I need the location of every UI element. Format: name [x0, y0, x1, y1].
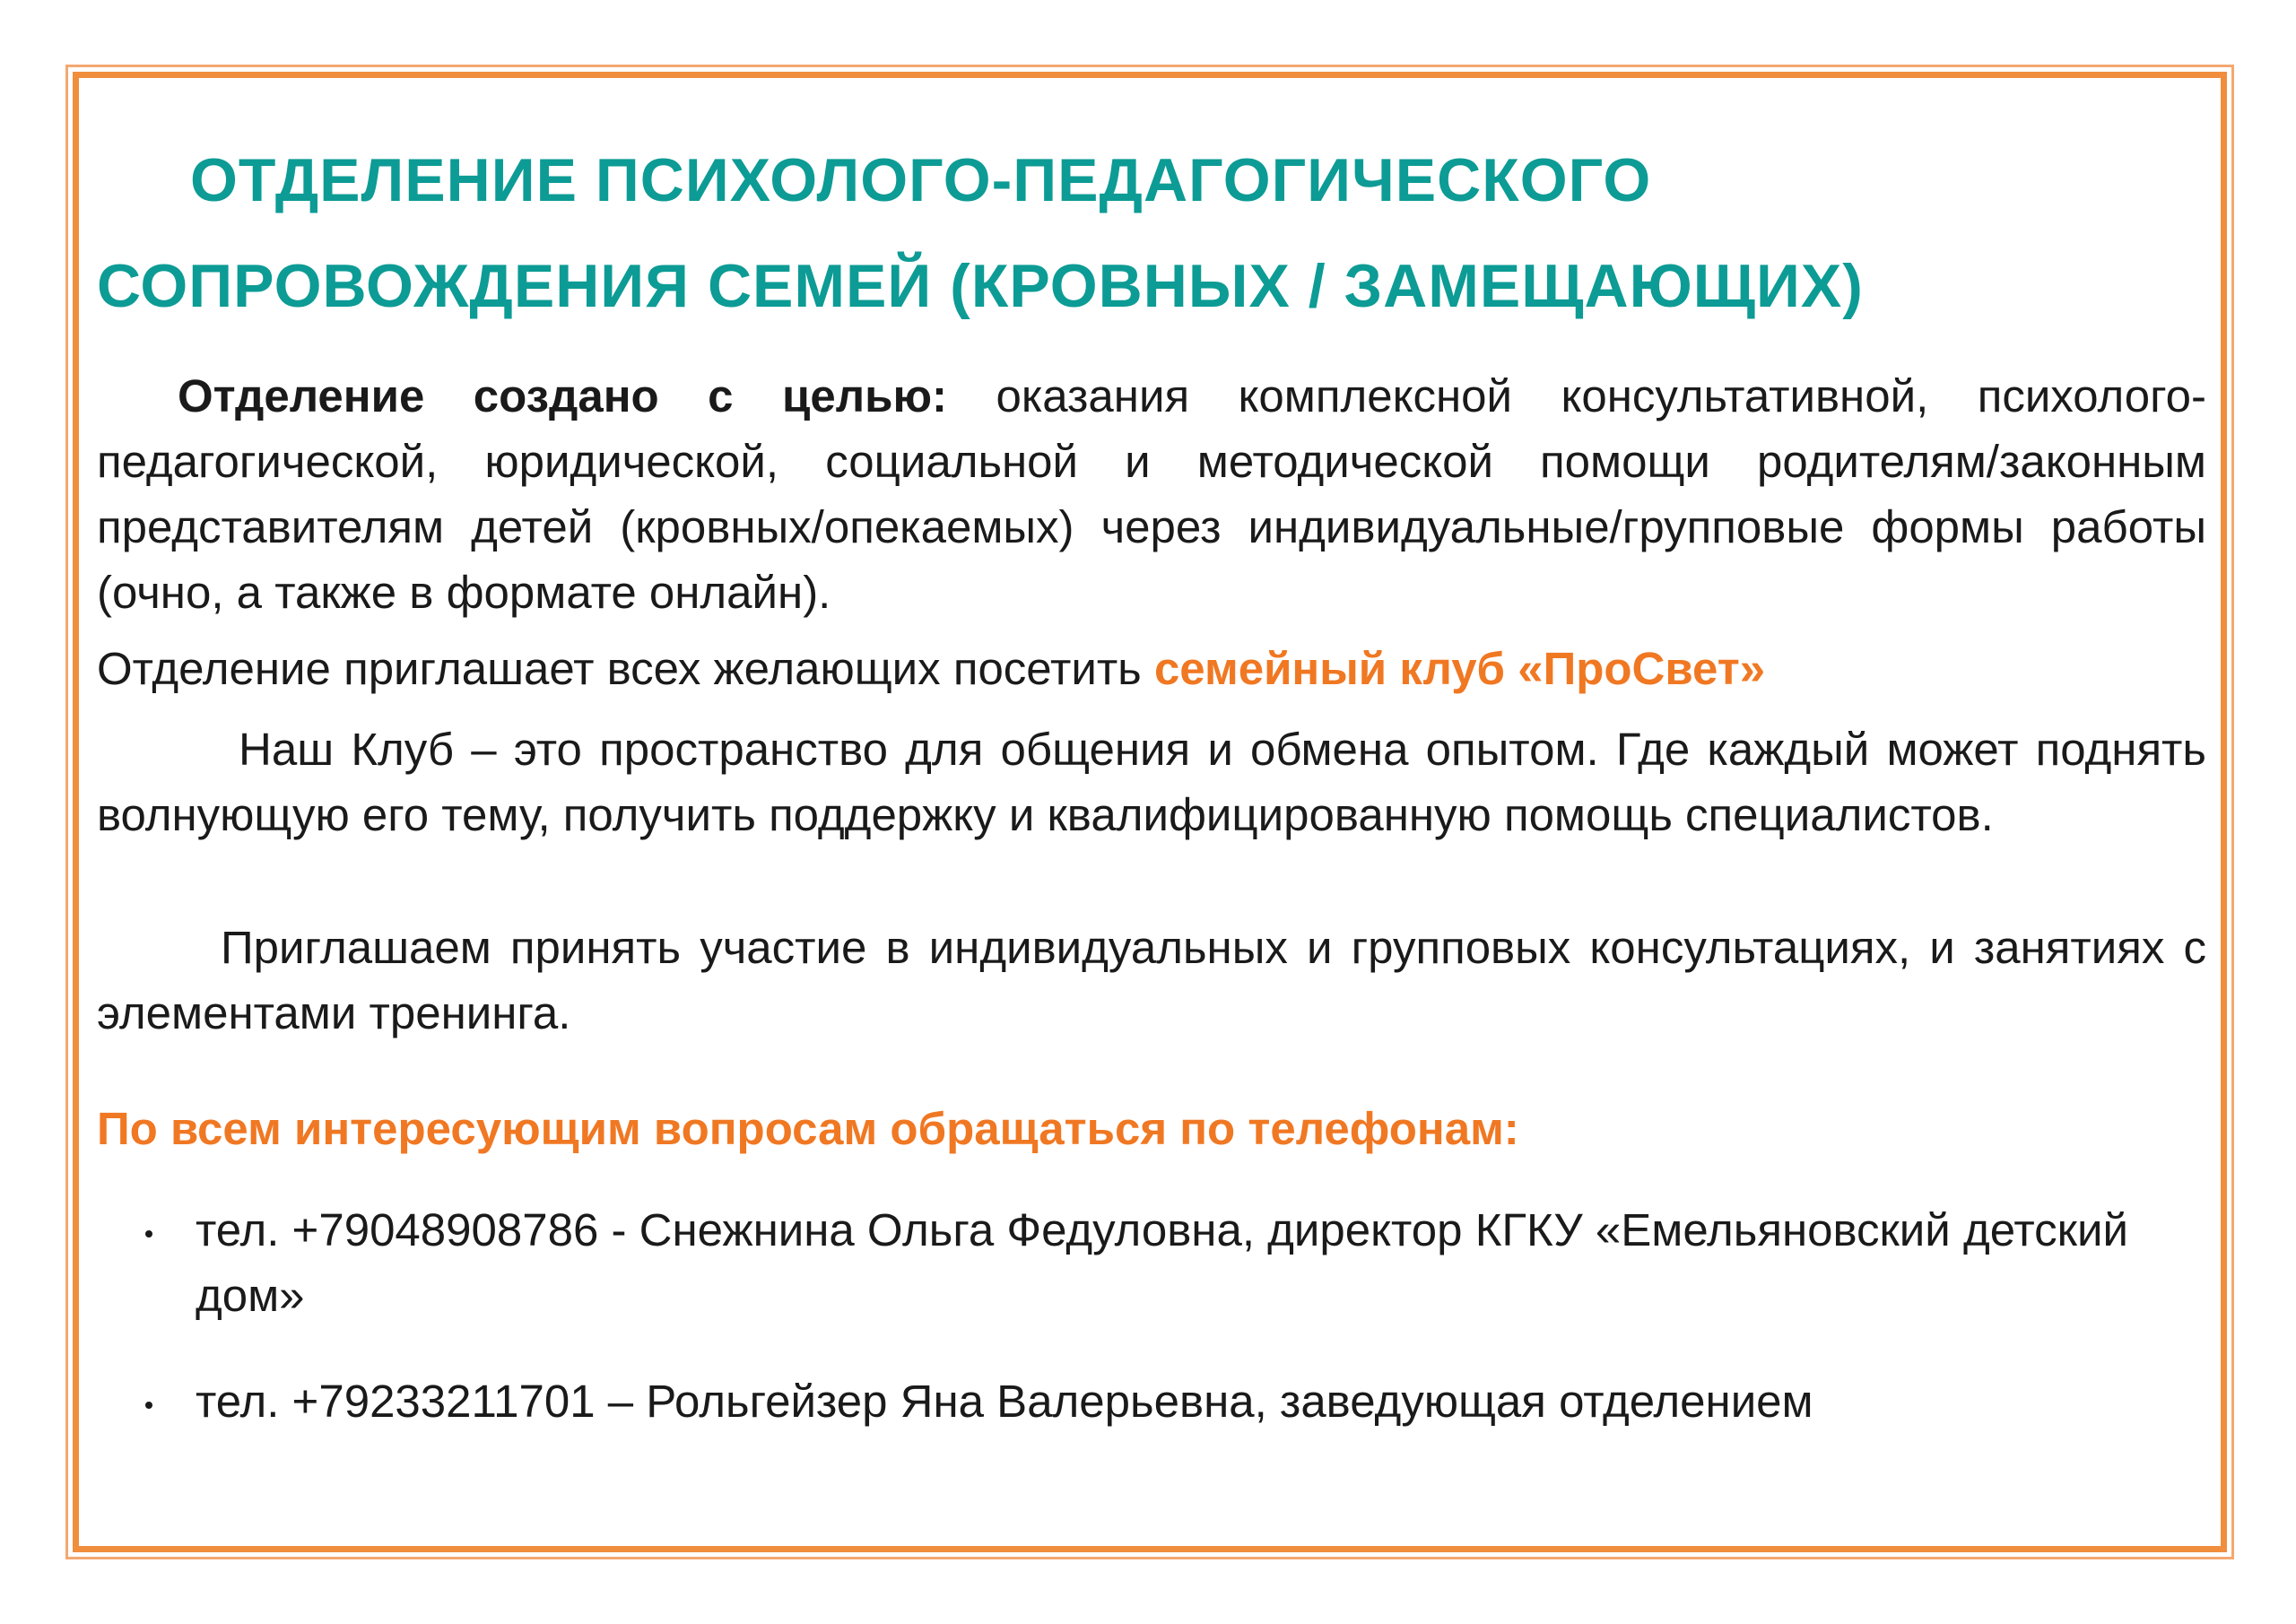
page-title-line-1: ОТДЕЛЕНИЕ ПСИХОЛОГО-ПЕДАГОГИЧЕСКОГО	[190, 146, 1652, 214]
bullet-icon	[145, 1402, 152, 1409]
contacts-heading: По всем интересующим вопросам обращаться по телефонам:	[97, 1103, 1519, 1154]
invite-text: Отделение приглашает всех желающих посетить	[97, 643, 1154, 694]
contacts-list	[97, 1197, 2160, 1434]
contact-item	[97, 1197, 2160, 1328]
bullet-icon	[145, 1230, 152, 1238]
contact-item	[97, 1368, 2160, 1434]
page-title	[97, 127, 2213, 339]
consult-paragraph: Приглашаем принять участие в индивидуальных и групповых консультациях, и занятиях с элементами тренинга.	[97, 922, 2206, 1038]
invite-paragraph	[97, 636, 2206, 701]
club-paragraph: Наш Клуб – это пространство для общения и обмена опытом. Где каждый может поднять волнующую его тему, получить поддержку и квалифицированную помощь специалистов.	[97, 724, 2206, 840]
contact-text: тел. +79048908786 - Снежнина Ольга Федуловна, директор КГКУ «Емельяновский детский дом»	[196, 1204, 2128, 1321]
page-title-line-2: СОПРОВОЖДЕНИЯ СЕМЕЙ (КРОВНЫХ / ЗАМЕЩАЮЩИХ)	[97, 252, 1864, 320]
club-name: семейный клуб «ПроСвет»	[1153, 643, 1766, 694]
purpose-lead: Отделение создано с целью:	[178, 370, 947, 421]
purpose-text: оказания комплексной консультативной, психолого-педагогической, юридической, социальной и методической помощи родителям/законным представителям детей (кровных/опекаемых) через индивидуальные/групповые формы работы (очно, а также в формате онлайн).	[97, 370, 2206, 618]
purpose-paragraph	[97, 363, 2206, 625]
contact-text: тел. +79233211701 – Рольгейзер Яна Валерьевна, заведующая отделением	[196, 1376, 1813, 1427]
